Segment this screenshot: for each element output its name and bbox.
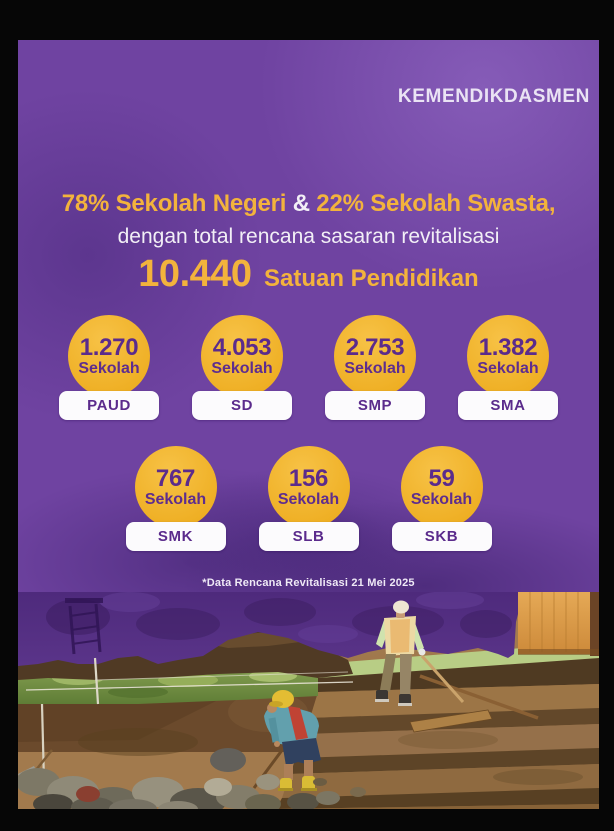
stat-unit: Sekolah (78, 359, 140, 377)
stat-label: SMP (357, 397, 393, 414)
stat-smk (109, 446, 242, 551)
stat-value: 59 (428, 464, 455, 492)
stat-value: 156 (288, 464, 329, 492)
stat-bubble (68, 315, 150, 397)
stat-unit: Sekolah (410, 490, 473, 508)
stat-unit: Sekolah (277, 490, 340, 508)
stat-unit: Sekolah (144, 490, 207, 508)
stat-skb (375, 446, 508, 551)
stat-sd (176, 315, 309, 420)
stats-row-1 (18, 315, 599, 420)
headline-ampersand: & (292, 190, 310, 217)
construction-site-photo (18, 592, 599, 809)
stat-unit: Sekolah (344, 359, 406, 377)
total-label: Satuan Pendidikan (263, 265, 479, 292)
headline-line1 (18, 190, 599, 218)
stat-bubble (401, 446, 483, 528)
headline-block (18, 190, 599, 302)
stat-unit: Sekolah (477, 359, 539, 377)
stat-label-pill (458, 391, 558, 420)
headline-negeri: 78% Sekolah Negeri (61, 190, 287, 217)
stat-label-pill (325, 391, 425, 420)
stat-paud (43, 315, 176, 420)
stat-label: PAUD (87, 397, 131, 414)
stat-label: SKB (424, 528, 459, 545)
stat-value: 1.270 (79, 333, 139, 361)
headline-swasta: 22% Sekolah Swasta, (316, 190, 556, 217)
stat-value: 1.382 (478, 333, 538, 361)
stat-bubble (268, 446, 350, 528)
stat-label-pill (259, 522, 359, 551)
stat-label-pill (392, 522, 492, 551)
stat-label: SMA (490, 397, 526, 414)
stat-label: SD (230, 397, 254, 414)
headline-total (18, 254, 599, 302)
stat-value: 2.753 (345, 333, 405, 361)
total-number: 10.440 (138, 253, 252, 295)
stat-label-pill (192, 391, 292, 420)
stat-value: 767 (155, 464, 196, 492)
stat-smp (309, 315, 442, 420)
brand-wordmark: KEMENDIKDASMEN (397, 86, 590, 107)
stat-value: 4.053 (212, 333, 272, 361)
stat-unit: Sekolah (211, 359, 273, 377)
stat-label-pill (59, 391, 159, 420)
stat-bubble (201, 315, 283, 397)
stat-sma (442, 315, 575, 420)
stat-bubble (467, 315, 549, 397)
infographic-canvas (18, 40, 599, 809)
data-source-footnote: *Data Rencana Revitalisasi 21 Mei 2025 (202, 577, 415, 589)
headline-subtitle: dengan total rencana sasaran revitalisasi (117, 225, 500, 248)
stat-label-pill (126, 522, 226, 551)
orange-wall (518, 592, 599, 656)
stat-bubble (135, 446, 217, 528)
stat-label: SLB (292, 528, 325, 545)
stat-slb (242, 446, 375, 551)
stat-label: SMK (157, 528, 194, 545)
stat-bubble (334, 315, 416, 397)
stats-row-2 (18, 446, 599, 551)
